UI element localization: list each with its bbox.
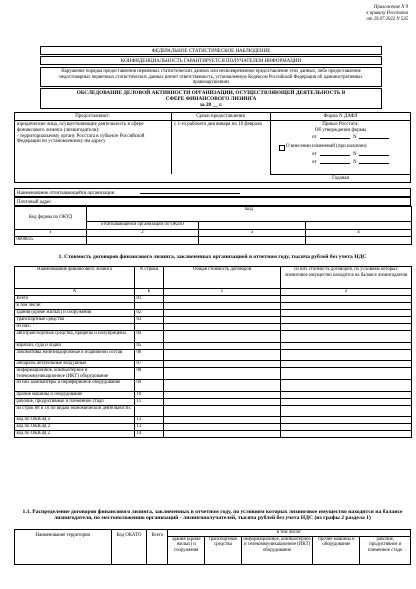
appendix-note [366, 5, 408, 22]
appendix-number: Приложение N 9 [373, 5, 408, 10]
col-num-2: 2 [87, 230, 199, 237]
s1-row-number [135, 324, 164, 331]
submit-footer-line [270, 174, 411, 175]
s1-cell-lessor[interactable] [281, 380, 412, 392]
s1-row-name: здания (кроме жилых) и сооружения [15, 310, 135, 317]
table-row [15, 303, 412, 310]
s1-row-number: 07 [135, 361, 164, 368]
s1-cell-lessor[interactable] [281, 349, 412, 361]
changes-checkbox[interactable] [279, 145, 285, 151]
s1-row-name: из строк 08 и 10 по видам экономической деятельности: [15, 405, 135, 417]
s1-cell-total[interactable] [164, 310, 281, 317]
s11-sub-machinery: прочие машины и оборудование [313, 536, 360, 564]
s1-cell-total[interactable] [164, 317, 281, 324]
order-n-label: N [353, 135, 357, 140]
s1-letter-b: Б [135, 289, 164, 296]
s1-cell-total[interactable] [164, 342, 281, 349]
s1-header-name: Наименование финансового лизинга [15, 267, 135, 289]
fsn-banner [40, 46, 382, 55]
changes-number-field-2[interactable] [359, 163, 389, 164]
s1-cell-lessor[interactable] [281, 324, 412, 331]
table-row [15, 431, 412, 438]
table-row [15, 398, 412, 405]
s1-cell-lessor[interactable] [281, 431, 412, 438]
s1-row-name: рабочие, продуктивные и племенное стадо [15, 398, 135, 405]
s1-cell-total[interactable] [164, 405, 281, 417]
code-header [87, 207, 412, 222]
col-num-3: 3 [199, 230, 306, 237]
org-codes-table [14, 206, 412, 245]
table-row [15, 417, 412, 424]
s1-row-name: из них компьютеры и периферийное оборудование [15, 380, 135, 392]
section-1-title: 1. Стоимость договоров финансового лизинга, заключенных организацией в отчетном году, тысяча рублей без учета НДС [58, 254, 367, 260]
s1-row-number: 14 [135, 431, 164, 438]
s1-cell-lessor[interactable] [281, 342, 412, 349]
section-1-rows [15, 296, 412, 438]
okpo-value-cell[interactable] [87, 237, 199, 245]
s11-sub-transport: транспортные средства [205, 536, 242, 564]
s1-cell-lessor[interactable] [281, 303, 412, 310]
table-row [15, 331, 412, 343]
s11-header-total: Всего [147, 530, 168, 565]
s1-cell-lessor[interactable] [281, 424, 412, 431]
s1-row-number: 13 [135, 424, 164, 431]
changes-n-label-2: N [353, 160, 357, 165]
table-row [15, 391, 412, 398]
s1-cell-total[interactable] [164, 380, 281, 392]
order-label: Приказ Росстата: [322, 122, 359, 127]
section-1-1-table [14, 529, 411, 565]
table-row [15, 342, 412, 349]
s1-cell-lessor[interactable] [281, 296, 412, 303]
table-row [15, 405, 412, 417]
s1-row-number: 05 [135, 342, 164, 349]
s1-letter-2: 2 [281, 289, 412, 296]
s1-cell-total[interactable] [164, 303, 281, 310]
s1-row-number: 09 [135, 380, 164, 392]
warning-banner [40, 67, 382, 87]
s1-row-name: Всего [15, 296, 135, 303]
fsn-text: ФЕДЕРАЛЬНОЕ СТАТИСТИЧЕСКОЕ НАБЛЮДЕНИЕ [151, 48, 271, 54]
changes-date-field-1[interactable] [320, 155, 350, 156]
s1-row-number [135, 405, 164, 417]
s1-cell-total[interactable] [164, 431, 281, 438]
table-row [15, 310, 412, 317]
warning-text: Нарушение порядка предоставления первичных статистических данных или несвоевременное предоставление этих данных, либо предоставление недостоверных первичных статистических данных влечет ответственность, установленную Кодексом Российской Федерации об административных правонарушениях [59, 69, 363, 86]
order-block [270, 122, 411, 134]
changes-label: О внесении изменений (при наличии) [286, 144, 367, 149]
table-row [15, 424, 412, 431]
table-row [15, 296, 412, 303]
org-address-label: Почтовый адрес [17, 199, 52, 205]
s1-row-number: 06 [135, 349, 164, 361]
s1-cell-total[interactable] [164, 417, 281, 424]
code-label: Код [245, 207, 253, 212]
section-1-table [14, 266, 412, 438]
order-ot-label: от [312, 135, 317, 140]
s1-header-lessor: из них стоимость договоров, по условиям которых лизинговое имущество находится на балансе лизингодателя [281, 267, 412, 289]
survey-title-box [40, 88, 382, 109]
s1-cell-total[interactable] [164, 296, 281, 303]
order-date-field[interactable] [320, 138, 350, 139]
table-row [15, 324, 412, 331]
s1-row-name: в том числе: [15, 303, 135, 310]
periodicity-label: Годовая [332, 176, 349, 181]
confidentiality-banner [40, 56, 382, 65]
s1-cell-lessor[interactable] [281, 417, 412, 424]
code-cell-4[interactable] [306, 237, 412, 245]
confidentiality-text: КОНФИДЕНЦИАЛЬНОСТЬ ГАРАНТИРУЕТСЯ ПОЛУЧАТЕЛЕМ ИНФОРМАЦИИ [120, 58, 302, 64]
s1-cell-total[interactable] [164, 324, 281, 331]
submit-when-text: с 1-го рабочего дня января по 10 февраля [174, 122, 262, 127]
s11-sub-livestock: рабочие, продуктивное и племенное стадо [360, 536, 411, 564]
s1-cell-total[interactable] [164, 368, 281, 380]
s1-row-name: автотранспортные средства, прицепы и полуприцепы [15, 331, 135, 343]
s1-row-name: корабли, суда и лодки [15, 342, 135, 349]
s1-cell-lessor[interactable] [281, 405, 412, 417]
okpo-header [87, 222, 199, 230]
s1-cell-total[interactable] [164, 391, 281, 398]
s1-cell-lessor[interactable] [281, 398, 412, 405]
s1-cell-lessor[interactable] [281, 361, 412, 368]
table-row [15, 368, 412, 380]
survey-year: за 20 __ г. [199, 102, 223, 109]
s1-cell-total[interactable] [164, 349, 281, 361]
s1-row-name: прочие машины и оборудование [15, 391, 135, 398]
table-row [15, 380, 412, 392]
s1-letter-a: А [15, 289, 135, 296]
changes-date-field-2[interactable] [320, 163, 350, 164]
s1-header-num: N строки [135, 267, 164, 289]
s1-row-number: 10 [135, 391, 164, 398]
table-row [15, 361, 412, 368]
s1-row-name: код по ОКВЭД 2 [15, 424, 135, 431]
s1-row-number: 12 [135, 417, 164, 424]
table-row [15, 349, 412, 361]
s1-cell-total[interactable] [164, 361, 281, 368]
s1-row-number: 11 [135, 398, 164, 405]
s1-row-number: 08 [135, 368, 164, 380]
s11-sub-buildings: здания (кроме жилых) и сооружения [168, 536, 205, 564]
s1-cell-lessor[interactable] [281, 368, 412, 380]
changes-n-label-1: N [353, 152, 357, 157]
s1-cell-lessor[interactable] [281, 310, 412, 317]
s1-row-name: из них: [15, 324, 135, 331]
org-name-field[interactable] [140, 193, 240, 194]
s1-row-number: 02 [135, 310, 164, 317]
submit-header-line [14, 120, 411, 121]
submit-divider-1 [171, 112, 172, 174]
order-approve: Об утверждении формы [314, 127, 367, 133]
s1-cell-total[interactable] [164, 424, 281, 431]
order-number-field[interactable] [359, 138, 389, 139]
s1-row-name: транспортные средства [15, 317, 135, 324]
s1-cell-lessor[interactable] [281, 391, 412, 398]
blank-header-3 [199, 222, 306, 230]
s1-cell-lessor[interactable] [281, 331, 412, 343]
s1-row-number: 03 [135, 317, 164, 324]
s1-row-name: код по ОКВЭД 2 [15, 431, 135, 438]
s1-letter-1: 1 [164, 289, 281, 296]
s1-cell-total[interactable] [164, 331, 281, 343]
changes-ot-label-2: от [312, 160, 317, 165]
s1-row-name: информационное, компьютерное и телекоммуникационное (ИКТ) оборудование [15, 368, 135, 380]
s1-row-name: код по ОКВЭД 2 [15, 417, 135, 424]
s1-row-number [135, 303, 164, 310]
appendix-order: к приказу Росстата [366, 10, 408, 16]
col-num-1: 1 [15, 230, 87, 237]
submit-header-form: Форма N ДАФЛ [323, 114, 358, 119]
submit-header-who: Предоставляют: [75, 114, 110, 119]
changes-number-field-1[interactable] [359, 155, 389, 156]
submit-who-text [17, 122, 169, 145]
submit-who-line-2: - территориальному органу Росстата в субъекте Российской Федерации по установленному им адресу [17, 133, 145, 145]
changes-ot-label-1: от [312, 152, 317, 157]
submit-who-line: юридические лица, осуществляющие деятельность в сфере финансового лизинга (лизингодатели): [17, 122, 144, 133]
s1-header-total: Общая стоимость договоров [164, 267, 281, 289]
org-name-label: Наименование отчитывающейся организации [17, 190, 115, 196]
blank-header-4 [306, 222, 412, 230]
appendix-date: от 29.07.2022 N 535 [366, 16, 408, 22]
table-row [15, 317, 412, 324]
s1-row-number: 01 [135, 296, 164, 303]
section-1-1-title: 1.1. Распределение договоров финансового лизинга, заключенных в отчетном году, по условиям которых лизинговое имущество находится на балансе лизингодателя, по местоположению организаций - лизингополучателей, тысяча рублей без учета НДС (из графы 2 раздела 1) [22, 509, 403, 522]
org-address-row[interactable] [14, 197, 411, 206]
s1-cell-total[interactable] [164, 398, 281, 405]
okud-value: 0608035 [15, 237, 87, 245]
s11-header-okato: Код ОКАТО [111, 530, 147, 565]
s1-row-name: аппараты летательные воздушные [15, 361, 135, 368]
survey-title: ОБСЛЕДОВАНИЕ ДЕЛОВОЙ АКТИВНОСТИ ОРГАНИЗАЦИИ, ОСУЩЕСТВЛЯЮЩЕЙ ДЕЯТЕЛЬНОСТЬ В СФЕРЕ ФИНАНСОВОГО ЛИЗИНГА [76, 90, 346, 103]
submit-header-when: Сроки предоставления [196, 114, 245, 119]
form-code-label: Код формы по ОКУД [28, 215, 73, 221]
s11-header-territory: Наименование территории [15, 530, 112, 565]
form-code-header [15, 207, 87, 230]
s1-row-name: локомотивы железнодорожные и подвижной состав [15, 349, 135, 361]
s1-row-number: 04 [135, 331, 164, 343]
code-cell-3[interactable] [199, 237, 306, 245]
col-num-4: 4 [306, 230, 412, 237]
okpo-label: отчитывающейся организации по ОКПО [100, 222, 185, 227]
s11-sub-ict: информационное, компьютерное и телекоммуникационное (ИКТ) оборудование [241, 536, 312, 564]
s1-cell-lessor[interactable] [281, 317, 412, 324]
s11-header-including: в том числе: [168, 530, 411, 537]
